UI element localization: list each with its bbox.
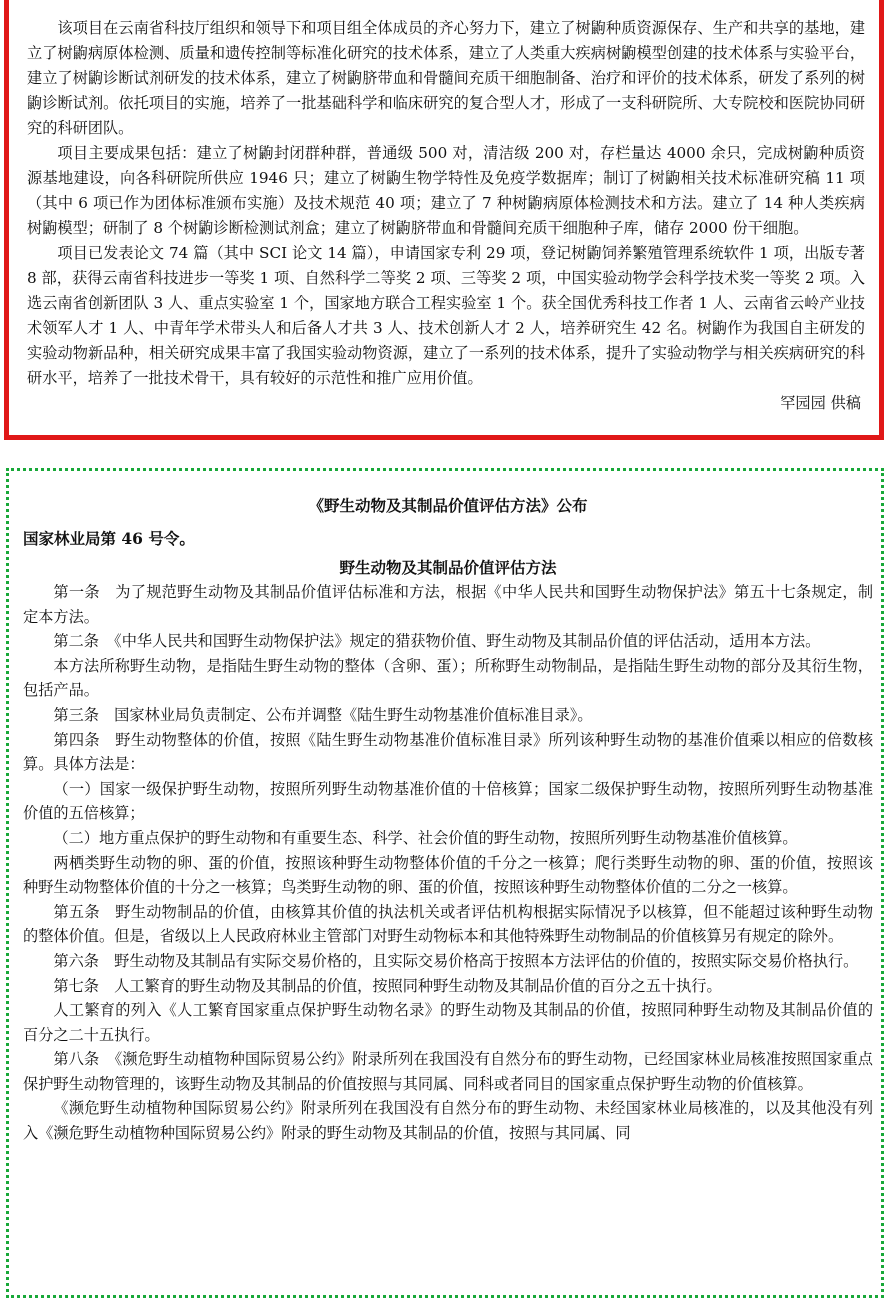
article-paragraph: （一）国家一级保护野生动物，按照所列野生动物基准价值的十倍核算；国家二级保护野生动物，按照所列野生动物基准价值的五倍核算；	[23, 779, 873, 823]
contributor-signature: 罕园园 供稿	[780, 394, 861, 412]
article-paragraph: 第八条 《濒危野生动植物种国际贸易公约》附录所列在我国没有自然分布的野生动物，已经国家林业局核准按照国家重点保护野生动物管理的，该野生动物及其制品的价值按照与其同属、同科或者同目的国家重点保护野生动物的价值核算。	[23, 1050, 873, 1093]
article-paragraph: （二）地方重点保护的野生动物和有重要生态、科学、社会价值的野生动物，按照所列野生动物基准价值核算。	[53, 828, 798, 847]
regulation-title: 野生动物及其制品价值评估方法	[339, 558, 557, 577]
notice-title: 《野生动物及其制品价值评估方法》公布	[308, 496, 588, 515]
article-paragraph: 第四条 野生动物整体的价值，按照《陆生野生动物基准价值标准目录》所列该种野生动物的基准价值乘以相应的倍数核算。具体方法是：	[23, 730, 873, 774]
article-paragraph: 第七条 人工繁育的野生动物及其制品的价值，按照同种野生动物及其制品价值的百分之五十执行。	[53, 976, 722, 995]
summary-paragraph-2: 项目主要成果包括：建立了树鼩封闭群种群，普通级 500 对，清洁级 200 对，存栏量达 4000 余只，完成树鼩种质资源基地建设，向各科研院所供应 1946 只；建立了树鼩生物学特性及免疫学数据库；制订了树鼩相关技术标准研究稿 11 项（其中 6 项已作为团体标准颁布实施）及技术规范 40 项；建立了 7 种树鼩病原体检测技术和方法。建立了 14 种人类疾病树鼩模型；研制了 8 个树鼩诊断检测试剂盒；建立了树鼩脐带血和骨髓间充质干细胞种子库，储存 2000 份干细胞。	[27, 144, 865, 237]
summary-paragraph-3: 项目已发表论文 74 篇（其中 SCI 论文 14 篇），申请国家专利 29 项，登记树鼩饲养繁殖管理系统软件 1 项，出版专著 8 部，获得云南省科技进步一等奖 1 项、自然科学二等奖 2 项、三等奖 2 项，中国实验动物学会科学技术奖一等奖 2 项。入选云南省创新团队 3 人、重点实验室 1 个，国家地方联合工程实验室 1 个。获全国优秀科技工作者 1 人、云南省云岭产业技术领军人才 1 人、中青年学术带头人和后备人才共 3 人、技术创新人才 2 人，培养研究生 42 名。树鼩作为我国自主研发的实验动物新品种，相关研究成果丰富了我国实验动物资源，建立了一系列的技术体系，提升了实验动物学与相关疾病研究的科研水平，培养了一批技术骨干，具有较好的示范性和推广应用价值。	[27, 244, 865, 387]
article-paragraph: 本方法所称野生动物，是指陆生野生动物的整体（含卵、蛋）；所称野生动物制品，是指陆生野生动物的部分及其衍生物，包括产品。	[23, 656, 873, 700]
project-summary-box	[4, 0, 884, 440]
article-paragraph: 人工繁育的列入《人工繁育国家重点保护野生动物名录》的野生动物及其制品的价值，按照同种野生动物及其制品价值的百分之二十五执行。	[23, 1001, 873, 1044]
summary-paragraph-1: 该项目在云南省科技厅组织和领导下和项目组全体成员的齐心努力下，建立了树鼩种质资源保存、生产和共享的基地，建立了树鼩病原体检测、质量和遗传控制等标准化研究的技术体系，建立了人类重大疾病树鼩模型创建的技术体系与实验平台，建立了树鼩诊断试剂研发的技术体系，建立了树鼩脐带血和骨髓间充质干细胞制备、治疗和评价的技术体系，研发了系列的树鼩诊断试剂。依托项目的实施，培养了一批基础科学和临床研究的复合型人才，形成了一支科研院所、大专院校和医院协同研究的科研团队。	[27, 19, 865, 137]
regulation-notice-box	[6, 468, 884, 1298]
article-paragraph: 第五条 野生动物制品的价值，由核算其价值的执法机关或者评估机构根据实际情况予以核算，但不能超过该种野生动物的整体价值。但是，省级以上人民政府林业主管部门对野生动物标本和其他特殊野生动物制品的价值核算另有规定的除外。	[23, 902, 873, 946]
article-paragraph: 第二条 《中华人民共和国野生动物保护法》规定的猎获物价值、野生动物及其制品价值的评估活动，适用本方法。	[53, 632, 821, 651]
decree-number: 国家林业局第 46 号令。	[23, 529, 195, 548]
article-paragraph: 第六条 野生动物及其制品有实际交易价格的，且实际交易价格高于按照本方法评估的价值的，按照实际交易价格执行。	[53, 951, 859, 970]
article-paragraph: 两栖类野生动物的卵、蛋的价值，按照该种野生动物整体价值的千分之一核算；爬行类野生动物的卵、蛋的价值，按照该种野生动物整体价值的十分之一核算；鸟类野生动物的卵、蛋的价值，按照该种野生动物整体价值的二分之一核算。	[23, 853, 873, 897]
article-paragraph: 第三条 国家林业局负责制定、公布并调整《陆生野生动物基准价值标准目录》。	[53, 705, 593, 724]
article-paragraph: 第一条 为了规范野生动物及其制品价值评估标准和方法，根据《中华人民共和国野生动物保护法》第五十七条规定，制定本方法。	[23, 583, 873, 626]
article-paragraph: 《濒危野生动植物种国际贸易公约》附录所列在我国没有自然分布的野生动物、未经国家林业局核准的，以及其他没有列入《濒危野生动植物种国际贸易公约》附录的野生动物及其制品的价值，按照与其同属、同	[23, 1099, 873, 1143]
